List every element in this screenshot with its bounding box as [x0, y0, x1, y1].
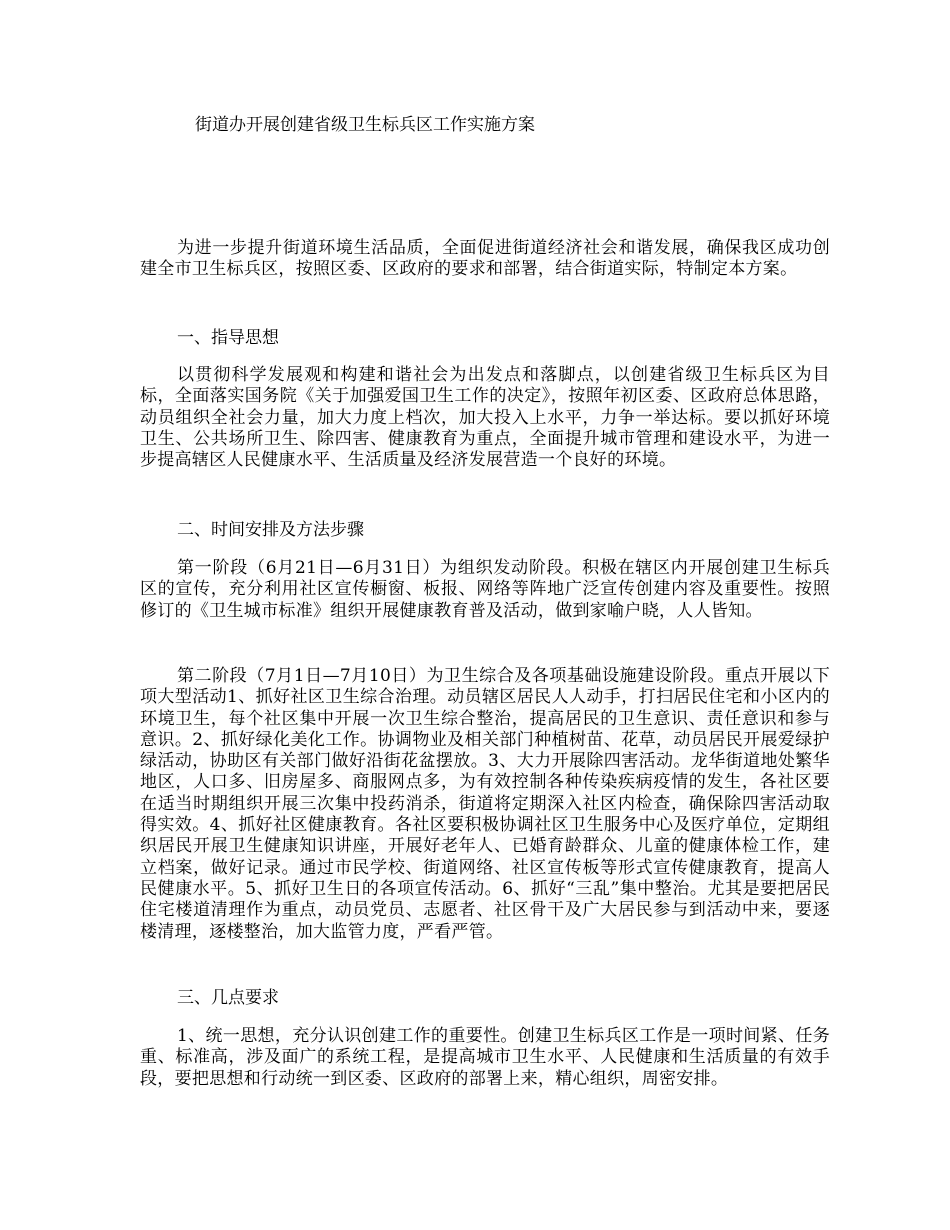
section3-heading: 三、几点要求	[177, 988, 279, 1008]
document-title: 街道办开展创建省级卫生标兵区工作实施方案	[195, 115, 535, 135]
section2-heading: 二、时间安排及方法步骤	[177, 520, 364, 540]
stage1-paragraph: 第一阶段（6月21日—6月31日）为组织发动阶段。积极在辖区内开展创建卫生标兵区的宣传，充分利用社区宣传橱窗、板报、网络等阵地广泛宣传创建内容及重要性。按照修订的《卫生城市标准》组织开展健康教育普及活动，做到家喻户晓，人人皆知。	[140, 558, 830, 621]
requirement-item-1: 1、统一思想，充分认识创建工作的重要性。创建卫生标兵区工作是一项时间紧、任务重、标准高，涉及面广的系统工程，是提高城市卫生水平、人民健康和生活质量的有效手段，要把思想和行动统一到区委、区政府的部署上来，精心组织，周密安排。	[140, 1026, 830, 1089]
intro-paragraph: 为进一步提升街道环境生活品质，全面促进街道经济社会和谐发展，确保我区成功创建全市卫生标兵区，按照区委、区政府的要求和部署，结合街道实际，特制定本方案。	[140, 238, 830, 280]
section1-heading: 一、指导思想	[177, 328, 279, 348]
section1-paragraph: 以贯彻科学发展观和构建和谐社会为出发点和落脚点，以创建省级卫生标兵区为目标，全面落实国务院《关于加强爱国卫生工作的决定》，按照年初区委、区政府总体思路，动员组织全社会力量，加大力度上档次，加大投入上水平，力争一举达标。要以抓好环境卫生、公共场所卫生、除四害、健康教育为重点，全面提升城市管理和建设水平，为进一步提高辖区人民健康水平、生活质量及经济发展营造一个良好的环境。	[140, 365, 830, 471]
stage2-paragraph: 第二阶段（7月1日—7月10日）为卫生综合及各项基础设施建设阶段。重点开展以下项大型活动1、抓好社区卫生综合治理。动员辖区居民人人动手，打扫居民住宅和小区内的环境卫生，每个社区集中开展一次卫生综合整治，提高居民的卫生意识、责任意识和参与意识。2、抓好绿化美化工作。协调物业及相关部门种植树苗、花草，动员居民开展爱绿护绿活动，协助区有关部门做好沿街花盆摆放。3、大力开展除四害活动。龙华街道地处繁华地区，人口多、旧房屋多、商服网点多，为有效控制各种传染疾病疫情的发生，各社区要在适当时期组织开展三次集中投药消杀，街道将定期深入社区内检查，确保除四害活动取得实效。4、抓好社区健康教育。各社区要积极协调社区卫生服务中心及医疗单位，定期组织居民开展卫生健康知识讲座，开展好老年人、已婚育龄群众、儿童的健康体检工作，建立档案，做好记录。通过市民学校、街道网络、社区宣传板等形式宣传健康教育，提高人民健康水平。5、抓好卫生日的各项宣传活动。6、抓好“三乱”集中整治。尤其是要把居民住宅楼道清理作为重点，动员党员、志愿者、社区骨干及广大居民参与到活动中来，要逐楼清理，逐楼整治，加大监管力度，严看严管。	[140, 666, 830, 942]
